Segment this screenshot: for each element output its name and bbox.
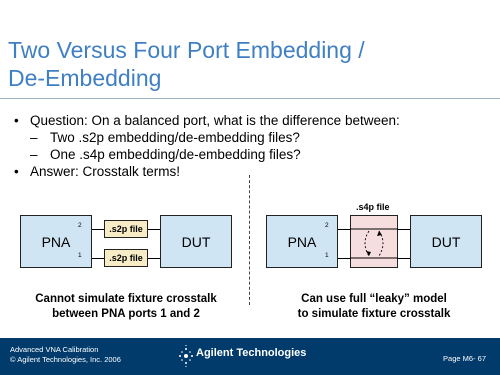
s2p-file-bottom: [104, 249, 148, 267]
s2p-file-top: [104, 220, 148, 238]
bullet-answer: [14, 163, 494, 180]
sub-bullet-2-text: One .s4p embedding/de-embedding files?: [50, 147, 301, 162]
wire: [398, 258, 410, 259]
left-caption-line-1: Cannot simulate fixture crosstalk: [35, 293, 217, 305]
question-text: Question: On a balanced port, what is the difference between:: [30, 113, 400, 128]
wire: [148, 258, 160, 259]
sub-bullet-2: [14, 146, 494, 163]
footer-bar: [0, 338, 500, 375]
dut-label: DUT: [431, 233, 461, 250]
wire: [92, 229, 104, 230]
s2p-file-label: .s2p file: [109, 253, 143, 263]
copyright-text: © Agilent Technologies, Inc. 2006: [10, 355, 121, 364]
bullet-question: [14, 112, 494, 129]
title-line-1: Two Versus Four Port Embedding /: [8, 37, 365, 63]
dut-box-right: [410, 215, 482, 268]
wire: [338, 229, 350, 230]
port-2-label: 2: [325, 222, 329, 229]
pna-label: PNA: [41, 233, 71, 250]
slide-title: [8, 36, 488, 92]
right-caption-line-1: Can use full “leaky” model: [301, 293, 447, 305]
course-name: Advanced VNA Calibration: [10, 345, 99, 354]
dash-icon: –: [30, 130, 38, 145]
agilent-spark-icon: [178, 344, 194, 368]
wire: [338, 258, 350, 259]
s4p-file-label: .s4p file: [356, 202, 390, 212]
center-divider: [249, 175, 250, 305]
left-caption: [20, 292, 232, 322]
title-line-2: De-Embedding: [8, 65, 162, 91]
title-divider: [0, 98, 500, 99]
s4p-crosstalk-icon: [350, 215, 398, 268]
dut-box-left: [160, 215, 232, 268]
left-caption-line-2: between PNA ports 1 and 2: [52, 308, 200, 320]
brand-logo-text: Agilent Technologies: [196, 347, 307, 359]
sub-bullet-1: [14, 129, 494, 146]
footer-info: [10, 345, 121, 365]
dut-label: DUT: [181, 233, 211, 250]
answer-text: Answer: Crosstalk terms!: [30, 164, 181, 179]
port-1-label: 1: [78, 252, 82, 259]
wire: [148, 229, 160, 230]
wire: [92, 258, 104, 259]
wire: [398, 229, 410, 230]
page-number: Page M6- 67: [443, 354, 486, 363]
right-caption-line-2: to simulate fixture crosstalk: [297, 308, 451, 320]
s2p-file-label: .s2p file: [109, 224, 143, 234]
bullet-dot-icon: •: [14, 113, 19, 128]
pna-label: PNA: [287, 233, 317, 250]
sub-bullet-1-text: Two .s2p embedding/de-embedding files?: [50, 130, 300, 145]
port-1-label: 1: [325, 252, 329, 259]
bullet-list: [14, 112, 494, 180]
dash-icon: –: [30, 147, 38, 162]
bullet-dot-icon: •: [14, 164, 19, 179]
right-caption: [262, 292, 486, 322]
port-2-label: 2: [78, 222, 82, 229]
